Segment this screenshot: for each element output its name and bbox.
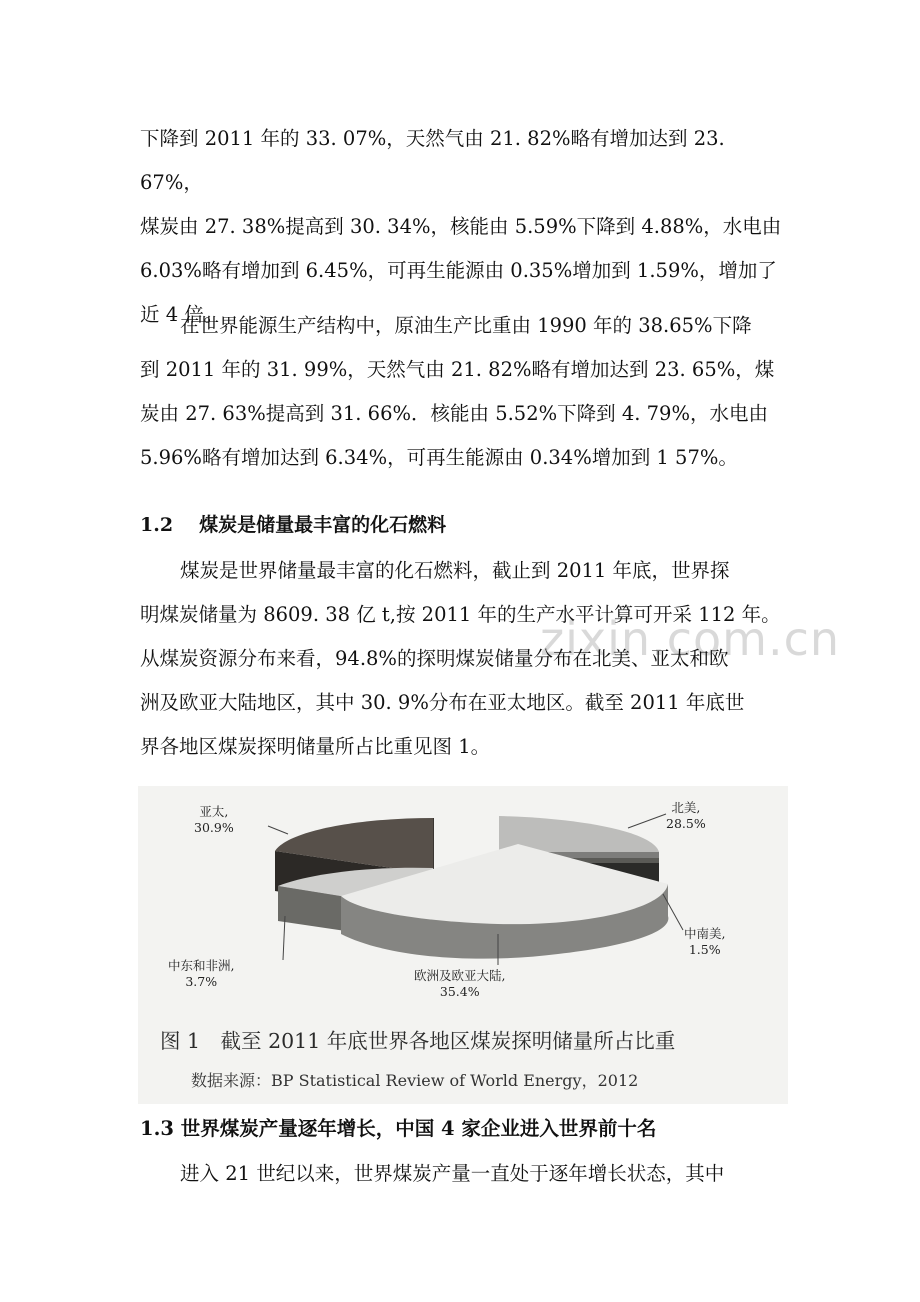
label-south-america: 中南美, 1.5% [684, 926, 726, 957]
watermark: zixin.com.cn [540, 612, 841, 666]
text-line: 在世界能源生产结构中，原油生产比重由 1990 年的 38.65%下降 [180, 314, 752, 337]
text-line: 明煤炭储量为 8609. 38 亿 t,按 2011 年的生产水平计算可开采 112 年。 [140, 603, 781, 626]
paragraph-coal-production [140, 1152, 790, 1196]
paragraph-coal-reserves [140, 549, 790, 769]
section-title: 煤炭是储量最丰富的化石燃料 [199, 514, 447, 536]
section-heading-1-3: 1.3 世界煤炭产量逐年增长，中国 4 家企业进入世界前十名 [140, 1117, 657, 1140]
figure-source: 数据来源：BP Statistical Review of World Energy，2012 [191, 1071, 639, 1090]
section-heading-1-2 [140, 510, 446, 537]
leader-line-na [628, 814, 666, 828]
section-number: 1.2 [140, 514, 174, 536]
text-line: 到 2011 年的 31. 99%，天然气由 21. 82%略有增加达到 23. 65%，煤 [140, 358, 775, 381]
text-line: 洲及欧亚大陆地区，其中 30. 9%分布在亚太地区。截至 2011 年底世 [140, 691, 745, 714]
label-north-america: 北美, 28.5% [666, 800, 706, 831]
paragraph-energy-production [140, 304, 790, 480]
label-asia: 亚太, 30.9% [194, 804, 234, 835]
text-line: 下降到 2011 年的 33. 07%，天然气由 21. 82%略有增加达到 23. 67%， [140, 127, 725, 194]
figure-coal-reserves-pie [138, 786, 788, 1104]
text-line: 进入 21 世纪以来，世界煤炭产量一直处于逐年增长状态，其中 [180, 1162, 725, 1185]
text-line: 煤炭是世界储量最丰富的化石燃料，截止到 2011 年底，世界探 [180, 559, 730, 582]
text-line: 炭由 27. 63%提高到 31. 66%．核能由 5.52%下降到 4. 79%，水电由 [140, 402, 768, 425]
label-europe-eurasia: 欧洲及欧亚大陆, 35.4% [414, 968, 506, 999]
leader-line-asia [268, 826, 288, 834]
text-line: 界各地区煤炭探明储量所占比重见图 1。 [140, 735, 491, 758]
figure-caption: 图 1 截至 2011 年底世界各地区煤炭探明储量所占比重 [160, 1029, 676, 1053]
text-line: 从煤炭资源分布来看，94.8%的探明煤炭储量分布在北美、亚太和欧 [140, 647, 729, 670]
text-line: 5.96%略有增加达到 6.34%，可再生能源由 0.34%增加到 1 57%。 [140, 446, 738, 469]
text-line: 煤炭由 27. 38%提高到 30. 34%，核能由 5.59%下降到 4.88%，水电由 [140, 215, 782, 238]
label-middle-east-africa: 中东和非洲, 3.7% [168, 958, 235, 989]
text-line: 近 4 倍。 [140, 303, 224, 326]
leader-line-me [283, 916, 285, 960]
text-line: 6.03%略有增加到 6.45%，可再生能源由 0.35%增加到 1.59%，增加了 [140, 259, 777, 282]
